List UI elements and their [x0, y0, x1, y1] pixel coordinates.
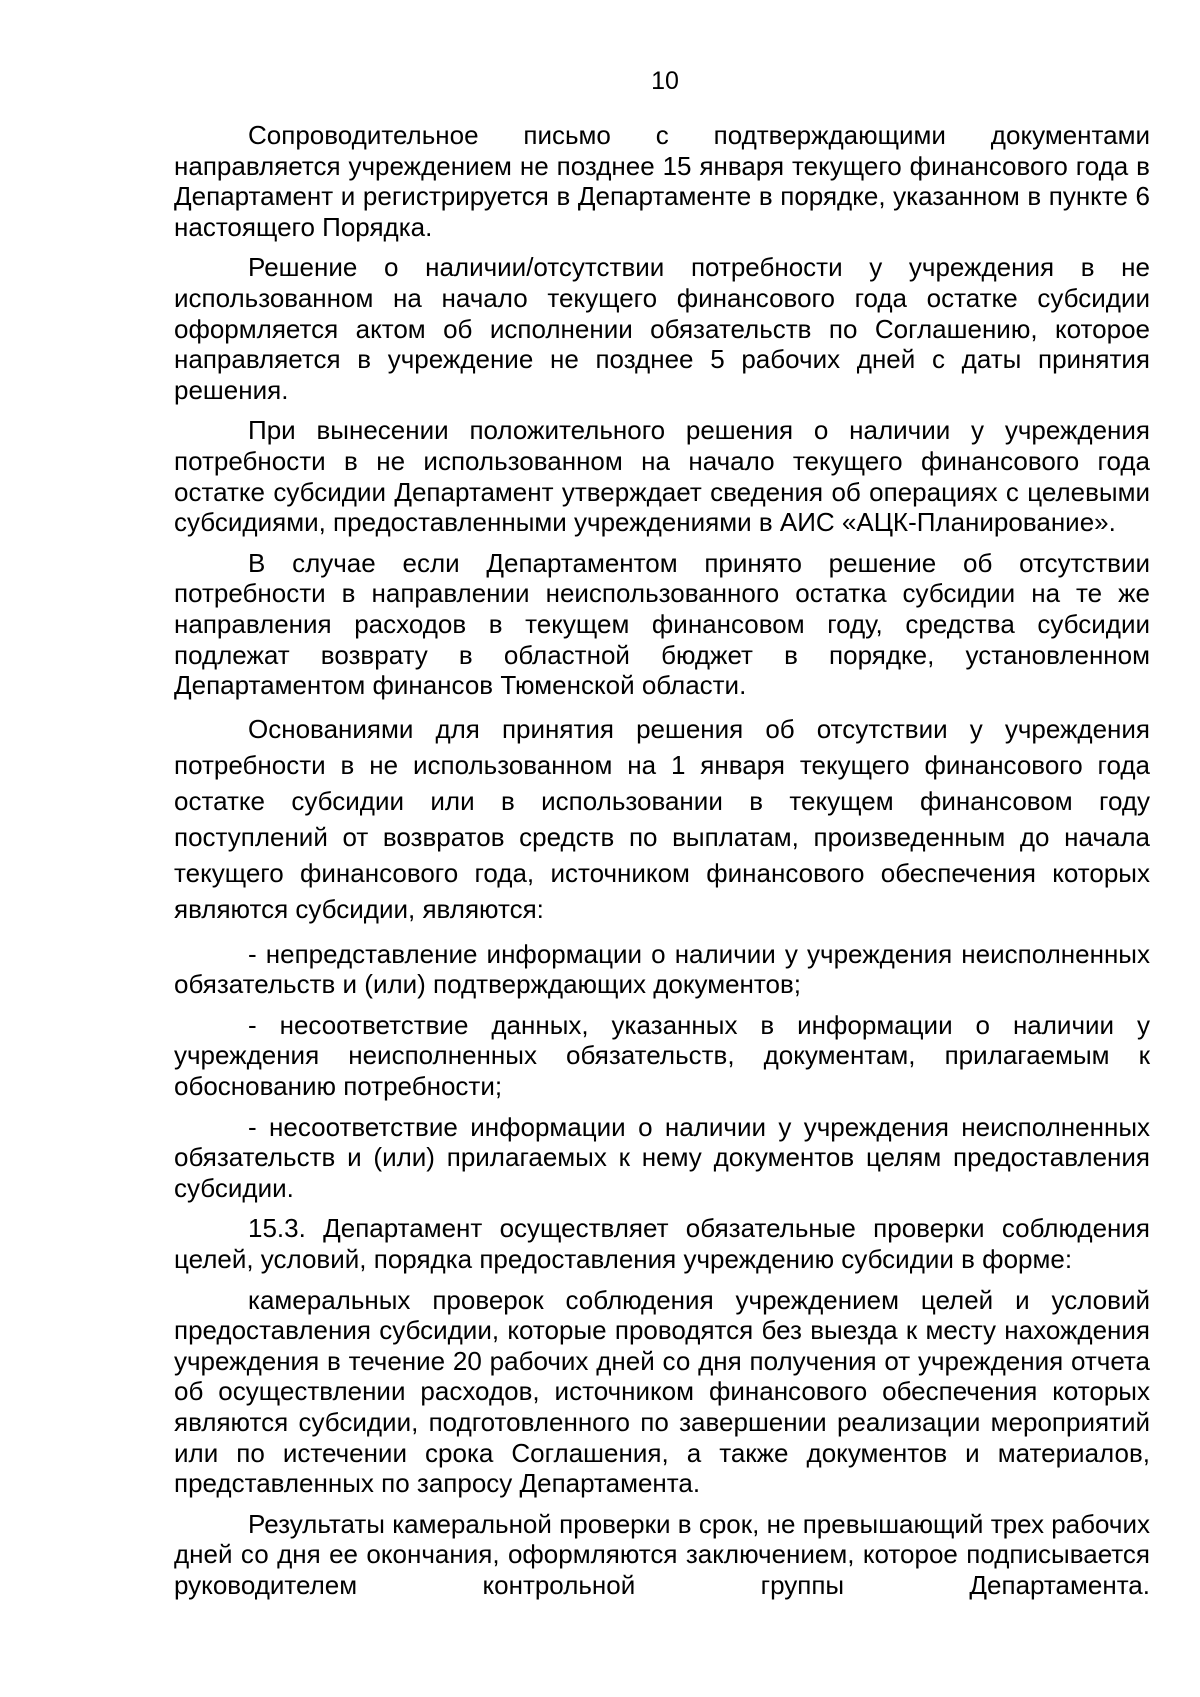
paragraph-section-15-3: 15.3. Департамент осуществляет обязательные проверки соблюдения целей, условий, порядка предоставления учреждению субсидии в форме:: [174, 1213, 1150, 1275]
paragraph-no-need-return: В случае если Департаментом принято решение об отсутствии потребности в направлении неиспользованного остатка субсидии на те же направления расходов в текущем финансовом году, средства субсидии подлежат возврату в областной бюджет в порядке, установленном Департаментом финансов Тюменской области.: [174, 547, 1150, 701]
list-item-data-mismatch: - несоответствие данных, указанных в информации о наличии у учреждения неисполненных обязательств, документам, прилагаемым к обоснованию потребности;: [174, 1009, 1150, 1102]
paragraph-grounds: Основаниями для принятия решения об отсутствии у учреждения потребности в не использованном на 1 января текущего финансового года остатке субсидии или в использовании в текущем финансовом году поступлений от возвратов средств по выплатам, произведенным до начала текущего финансового года, источником финансового обеспечения которых являются субсидии, являются:: [174, 713, 1150, 924]
page-number: 10: [651, 67, 679, 95]
paragraph-audit-results: Результаты камеральной проверки в срок, не превышающий трех рабочих дней со дня ее окончания, оформляются заключением, которое подписывается руководителем контрольной группы Департамента.: [174, 1508, 1150, 1600]
list-item-purpose-mismatch: - несоответствие информации о наличии у учреждения неисполненных обязательств и (или) прилагаемых к нему документов целям предоставления субсидии.: [174, 1111, 1150, 1203]
paragraph-desk-audits: камеральных проверок соблюдения учреждением целей и условий предоставления субсидии, которые проводятся без выезда к месту нахождения учреждения в течение 20 рабочих дней со дня получения от учреждения отчета об осуществлении расходов, источником финансового обеспечения которых являются субсидии, подготовленного по завершении реализации мероприятий или по истечении срока Соглашения, а также документов и материалов, представленных по запросу Департамента.: [174, 1284, 1150, 1499]
list-item-non-submission: - непредставление информации о наличии у учреждения неисполненных обязательств и (или) подтверждающих документов;: [174, 938, 1150, 1000]
paragraph-positive-decision: При вынесении положительного решения о наличии у учреждения потребности в не использованном на начало текущего финансового года остатке субсидии Департамент утверждает сведения об операциях с целевыми субсидиями, предоставленными учреждениями в АИС «АЦК-Планирование».: [174, 415, 1150, 538]
paragraph-cover-letter: Сопроводительное письмо с подтверждающими документами направляется учреждением не позднее 15 января текущего финансового года в Департамент и регистрируется в Департаменте в порядке, указанном в пункте 6 настоящего Порядка.: [174, 120, 1150, 242]
document-body: [174, 120, 1150, 1611]
paragraph-need-decision: Решение о наличии/отсутствии потребности у учреждения в не использованном на начало текущего финансового года остатке субсидии оформляется актом об исполнении обязательств по Соглашению, которое направляется в учреждение не позднее 5 рабочих дней с даты принятия решения.: [174, 252, 1150, 405]
